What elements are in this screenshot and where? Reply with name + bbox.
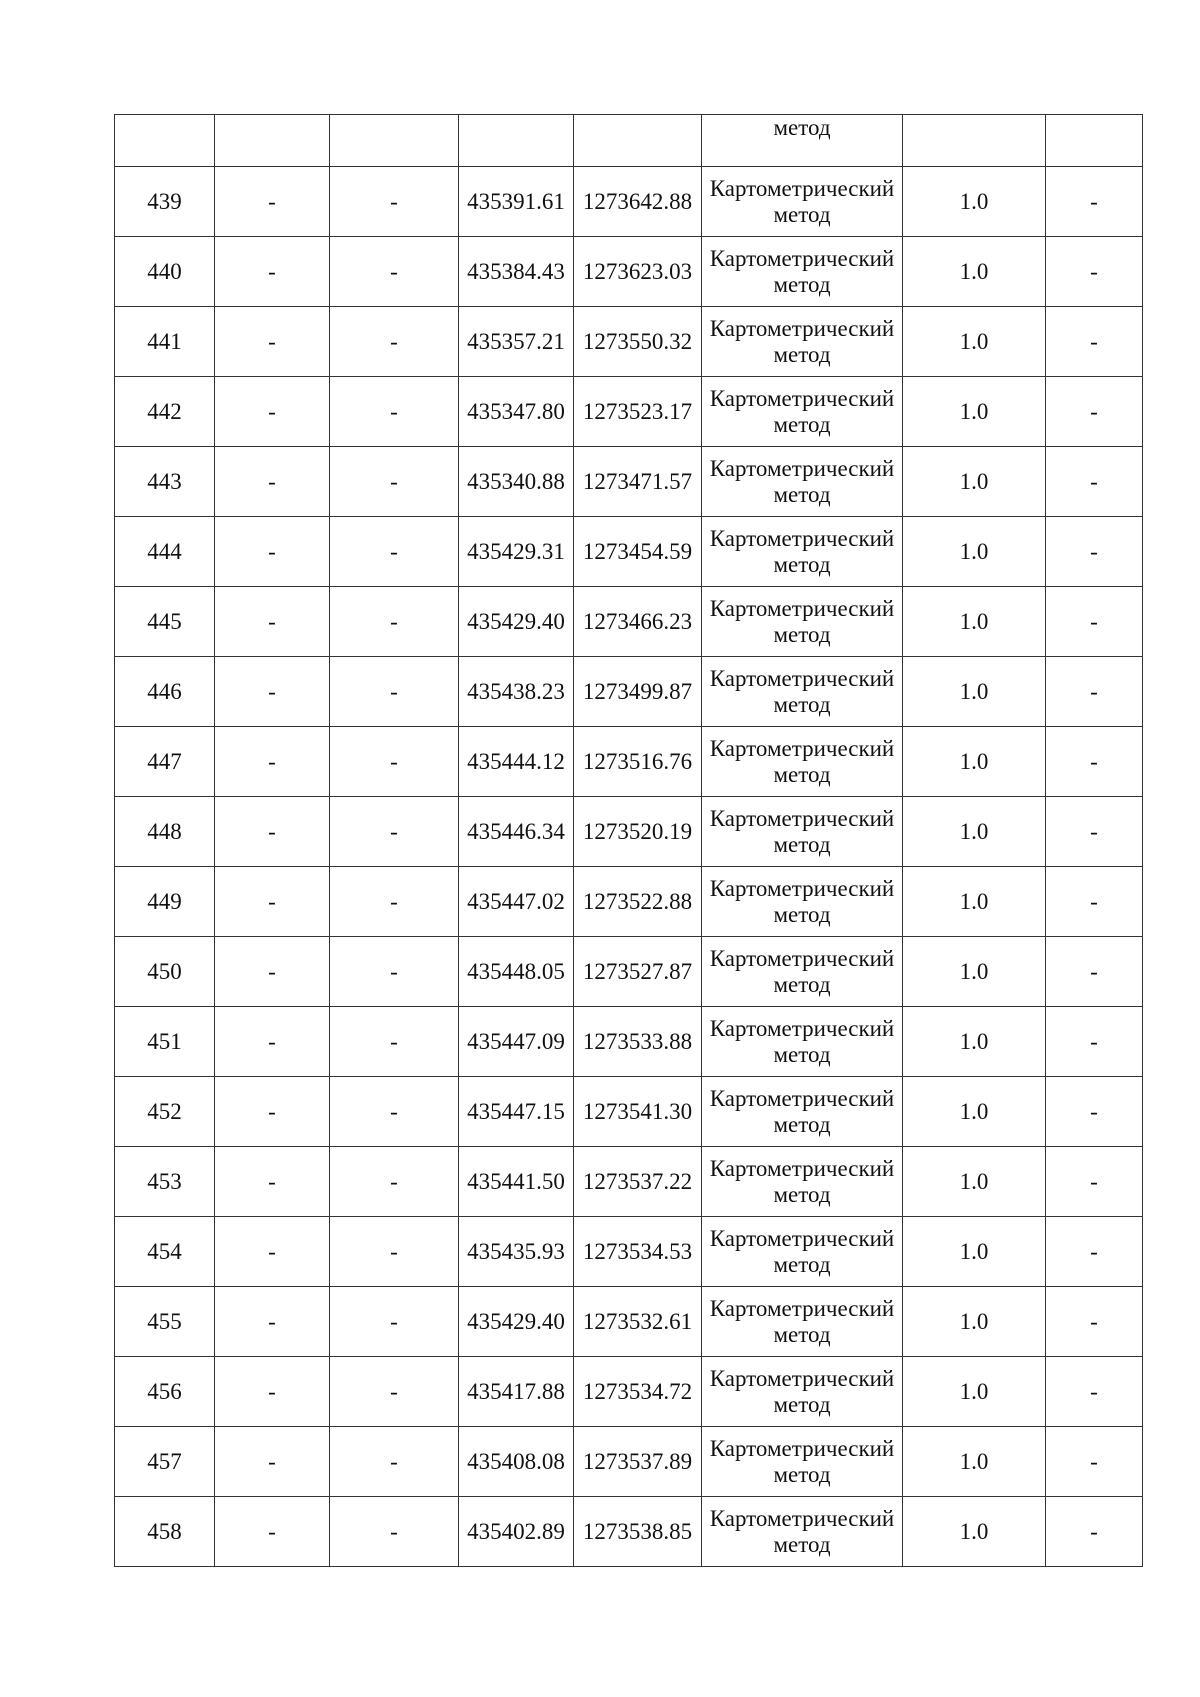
cell-number: 457 [115, 1427, 215, 1497]
method-text-line2: метод [773, 271, 831, 297]
method-text-line2: метод [773, 621, 831, 647]
method-text-line2: метод [773, 1531, 831, 1557]
method-text-line2: метод [773, 761, 831, 787]
cell-method [702, 377, 903, 447]
cell-x: 435429.40 [459, 587, 574, 657]
cell-accuracy: 1.0 [903, 727, 1046, 797]
method-text-line1: Картометрический [709, 875, 895, 901]
cell-number [115, 115, 215, 167]
cell-col8: - [1046, 727, 1143, 797]
cell-accuracy: 1.0 [903, 1217, 1046, 1287]
cell-x: 435444.12 [459, 727, 574, 797]
cell-col3: - [330, 797, 459, 867]
cell-method [702, 1147, 903, 1217]
cell-accuracy: 1.0 [903, 517, 1046, 587]
cell-method [702, 1357, 903, 1427]
table-row [115, 587, 1143, 657]
cell-method [702, 587, 903, 657]
cell-col2: - [215, 867, 330, 937]
method-text-line1: Картометрический [709, 175, 895, 201]
cell-col2: - [215, 1427, 330, 1497]
method-text-line2: метод [773, 411, 831, 437]
cell-y: 1273623.03 [574, 237, 702, 307]
cell-col8: - [1046, 867, 1143, 937]
method-text-line1: Картометрический [709, 1295, 895, 1321]
cell-accuracy: 1.0 [903, 587, 1046, 657]
cell-y: 1273522.88 [574, 867, 702, 937]
cell-accuracy: 1.0 [903, 1287, 1046, 1357]
method-text-line1: Картометрический [709, 945, 895, 971]
cell-number: 451 [115, 1007, 215, 1077]
cell-y: 1273534.72 [574, 1357, 702, 1427]
cell-col8: - [1046, 657, 1143, 727]
cell-col3: - [330, 1147, 459, 1217]
cell-col8: - [1046, 377, 1143, 447]
cell-col3: - [330, 1287, 459, 1357]
table-row [115, 1077, 1143, 1147]
cell-col3: - [330, 587, 459, 657]
cell-number: 453 [115, 1147, 215, 1217]
cell-col2: - [215, 1007, 330, 1077]
cell-col8: - [1046, 1357, 1143, 1427]
method-text-line1: Картометрический [709, 665, 895, 691]
cell-x: 435340.88 [459, 447, 574, 517]
cell-col2: - [215, 307, 330, 377]
cell-method [702, 797, 903, 867]
cell-y: 1273516.76 [574, 727, 702, 797]
table-row [115, 657, 1143, 727]
cell-col3: - [330, 1217, 459, 1287]
cell-accuracy: 1.0 [903, 1077, 1046, 1147]
cell-y: 1273466.23 [574, 587, 702, 657]
cell-col8: - [1046, 237, 1143, 307]
cell-col2: - [215, 1357, 330, 1427]
cell-accuracy: 1.0 [903, 1497, 1046, 1567]
table-row [115, 937, 1143, 1007]
cell-col8 [1046, 115, 1143, 167]
table-row [115, 1357, 1143, 1427]
cell-col8: - [1046, 587, 1143, 657]
cell-x: 435417.88 [459, 1357, 574, 1427]
cell-col2: - [215, 237, 330, 307]
method-tail-text: метод [773, 115, 831, 140]
table-row [115, 1007, 1143, 1077]
table-row [115, 307, 1143, 377]
cell-col8: - [1046, 307, 1143, 377]
cell-accuracy: 1.0 [903, 1147, 1046, 1217]
table-row [115, 727, 1143, 797]
cell-accuracy: 1.0 [903, 377, 1046, 447]
cell-number: 455 [115, 1287, 215, 1357]
cell-number: 456 [115, 1357, 215, 1427]
cell-col3: - [330, 867, 459, 937]
method-text-line2: метод [773, 201, 831, 227]
cell-col2: - [215, 657, 330, 727]
cell-accuracy [903, 115, 1046, 167]
method-text-line1: Картометрический [709, 525, 895, 551]
cell-x: 435384.43 [459, 237, 574, 307]
method-text-line1: Картометрический [709, 1085, 895, 1111]
cell-y: 1273532.61 [574, 1287, 702, 1357]
cell-number: 439 [115, 167, 215, 237]
cell-col2: - [215, 377, 330, 447]
table-row [115, 1287, 1143, 1357]
method-text-line2: метод [773, 1181, 831, 1207]
cell-col3: - [330, 517, 459, 587]
method-text-line2: метод [773, 831, 831, 857]
cell-col8: - [1046, 447, 1143, 517]
cell-col3: - [330, 1357, 459, 1427]
cell-method [702, 727, 903, 797]
cell-col2: - [215, 1077, 330, 1147]
method-text-line2: метод [773, 1111, 831, 1137]
cell-x: 435347.80 [459, 377, 574, 447]
method-text-line2: метод [773, 971, 831, 997]
cell-col2: - [215, 797, 330, 867]
coordinates-table [114, 114, 1143, 1567]
cell-col3 [330, 115, 459, 167]
cell-col3: - [330, 237, 459, 307]
cell-method [702, 1497, 903, 1567]
cell-col3: - [330, 657, 459, 727]
cell-col3: - [330, 447, 459, 517]
cell-accuracy: 1.0 [903, 657, 1046, 727]
method-text-line2: метод [773, 551, 831, 577]
method-text-line2: метод [773, 1461, 831, 1487]
cell-accuracy: 1.0 [903, 167, 1046, 237]
cell-y: 1273642.88 [574, 167, 702, 237]
cell-number: 454 [115, 1217, 215, 1287]
cell-col2: - [215, 167, 330, 237]
table-row [115, 1497, 1143, 1567]
cell-method [702, 307, 903, 377]
method-text-line2: метод [773, 481, 831, 507]
table-row [115, 1427, 1143, 1497]
method-text-line1: Картометрический [709, 595, 895, 621]
cell-col2: - [215, 1217, 330, 1287]
table-row [115, 797, 1143, 867]
method-text-line1: Картометрический [709, 735, 895, 761]
cell-x: 435447.09 [459, 1007, 574, 1077]
cell-method [702, 115, 903, 167]
method-text-line1: Картометрический [709, 1435, 895, 1461]
cell-accuracy: 1.0 [903, 867, 1046, 937]
cell-method [702, 447, 903, 517]
method-text-line1: Картометрический [709, 805, 895, 831]
cell-x: 435435.93 [459, 1217, 574, 1287]
method-text-line1: Картометрический [709, 1225, 895, 1251]
cell-accuracy: 1.0 [903, 797, 1046, 867]
cell-x: 435438.23 [459, 657, 574, 727]
table-row [115, 377, 1143, 447]
cell-col8: - [1046, 1147, 1143, 1217]
cell-y: 1273454.59 [574, 517, 702, 587]
cell-y: 1273471.57 [574, 447, 702, 517]
cell-method [702, 1217, 903, 1287]
cell-y [574, 115, 702, 167]
table-row [115, 167, 1143, 237]
cell-col8: - [1046, 1287, 1143, 1357]
cell-col2: - [215, 447, 330, 517]
cell-col3: - [330, 727, 459, 797]
cell-accuracy: 1.0 [903, 1427, 1046, 1497]
cell-number: 446 [115, 657, 215, 727]
cell-y: 1273499.87 [574, 657, 702, 727]
cell-col3: - [330, 937, 459, 1007]
cell-accuracy: 1.0 [903, 1007, 1046, 1077]
cell-y: 1273534.53 [574, 1217, 702, 1287]
cell-method [702, 1287, 903, 1357]
cell-y: 1273537.22 [574, 1147, 702, 1217]
cell-col3: - [330, 167, 459, 237]
cell-method [702, 657, 903, 727]
method-text-line2: метод [773, 1321, 831, 1347]
cell-col3: - [330, 1497, 459, 1567]
table-row [115, 447, 1143, 517]
cell-col2: - [215, 937, 330, 1007]
cell-y: 1273527.87 [574, 937, 702, 1007]
method-text-line2: метод [773, 691, 831, 717]
cell-col3: - [330, 1077, 459, 1147]
cell-x: 435391.61 [459, 167, 574, 237]
table-body [115, 115, 1143, 1567]
cell-accuracy: 1.0 [903, 237, 1046, 307]
table-row [115, 867, 1143, 937]
cell-col8: - [1046, 1427, 1143, 1497]
cell-method [702, 937, 903, 1007]
cell-number: 445 [115, 587, 215, 657]
cell-number: 450 [115, 937, 215, 1007]
cell-y: 1273537.89 [574, 1427, 702, 1497]
cell-col8: - [1046, 1497, 1143, 1567]
cell-y: 1273533.88 [574, 1007, 702, 1077]
cell-number: 443 [115, 447, 215, 517]
cell-col2: - [215, 727, 330, 797]
cell-accuracy: 1.0 [903, 447, 1046, 517]
cell-number: 442 [115, 377, 215, 447]
cell-method [702, 1427, 903, 1497]
cell-col8: - [1046, 167, 1143, 237]
cell-x: 435446.34 [459, 797, 574, 867]
method-text-line1: Картометрический [709, 1365, 895, 1391]
method-text-line1: Картометрический [709, 385, 895, 411]
cell-x: 435447.15 [459, 1077, 574, 1147]
cell-x [459, 115, 574, 167]
method-text-line2: метод [773, 1391, 831, 1417]
cell-method [702, 1077, 903, 1147]
cell-col8: - [1046, 1077, 1143, 1147]
cell-x: 435441.50 [459, 1147, 574, 1217]
cell-number: 449 [115, 867, 215, 937]
cell-number: 448 [115, 797, 215, 867]
cell-col3: - [330, 1007, 459, 1077]
cell-col8: - [1046, 517, 1143, 587]
cell-method [702, 517, 903, 587]
cell-x: 435447.02 [459, 867, 574, 937]
method-text-line1: Картометрический [709, 1505, 895, 1531]
cell-method [702, 1007, 903, 1077]
table-row [115, 1147, 1143, 1217]
cell-method [702, 867, 903, 937]
method-text-line2: метод [773, 341, 831, 367]
cell-col2: - [215, 1147, 330, 1217]
cell-col3: - [330, 307, 459, 377]
cell-x: 435357.21 [459, 307, 574, 377]
cell-number: 444 [115, 517, 215, 587]
cell-y: 1273520.19 [574, 797, 702, 867]
table-row [115, 1217, 1143, 1287]
cell-x: 435402.89 [459, 1497, 574, 1567]
cell-col8: - [1046, 1007, 1143, 1077]
method-text-line2: метод [773, 1041, 831, 1067]
cell-number: 452 [115, 1077, 215, 1147]
method-text-line2: метод [773, 901, 831, 927]
cell-number: 458 [115, 1497, 215, 1567]
cell-number: 440 [115, 237, 215, 307]
method-text-line1: Картометрический [709, 455, 895, 481]
cell-method [702, 237, 903, 307]
cell-col3: - [330, 1427, 459, 1497]
cell-accuracy: 1.0 [903, 307, 1046, 377]
method-text-line1: Картометрический [709, 1015, 895, 1041]
cell-y: 1273538.85 [574, 1497, 702, 1567]
method-text-line1: Картометрический [709, 245, 895, 271]
cell-col2: - [215, 1497, 330, 1567]
cell-x: 435429.31 [459, 517, 574, 587]
cell-col2: - [215, 587, 330, 657]
cell-col2: - [215, 517, 330, 587]
cell-x: 435448.05 [459, 937, 574, 1007]
cell-x: 435429.40 [459, 1287, 574, 1357]
table-row [115, 517, 1143, 587]
continuation-row [115, 115, 1143, 167]
cell-y: 1273550.32 [574, 307, 702, 377]
cell-col8: - [1046, 1217, 1143, 1287]
cell-number: 447 [115, 727, 215, 797]
cell-col2: - [215, 1287, 330, 1357]
cell-accuracy: 1.0 [903, 1357, 1046, 1427]
method-text-line1: Картометрический [709, 1155, 895, 1181]
cell-col8: - [1046, 937, 1143, 1007]
table-row [115, 237, 1143, 307]
cell-col3: - [330, 377, 459, 447]
method-text-line1: Картометрический [709, 315, 895, 341]
cell-y: 1273523.17 [574, 377, 702, 447]
cell-y: 1273541.30 [574, 1077, 702, 1147]
cell-col2 [215, 115, 330, 167]
cell-method [702, 167, 903, 237]
cell-number: 441 [115, 307, 215, 377]
cell-x: 435408.08 [459, 1427, 574, 1497]
cell-accuracy: 1.0 [903, 937, 1046, 1007]
cell-col8: - [1046, 797, 1143, 867]
method-text-line2: метод [773, 1251, 831, 1277]
